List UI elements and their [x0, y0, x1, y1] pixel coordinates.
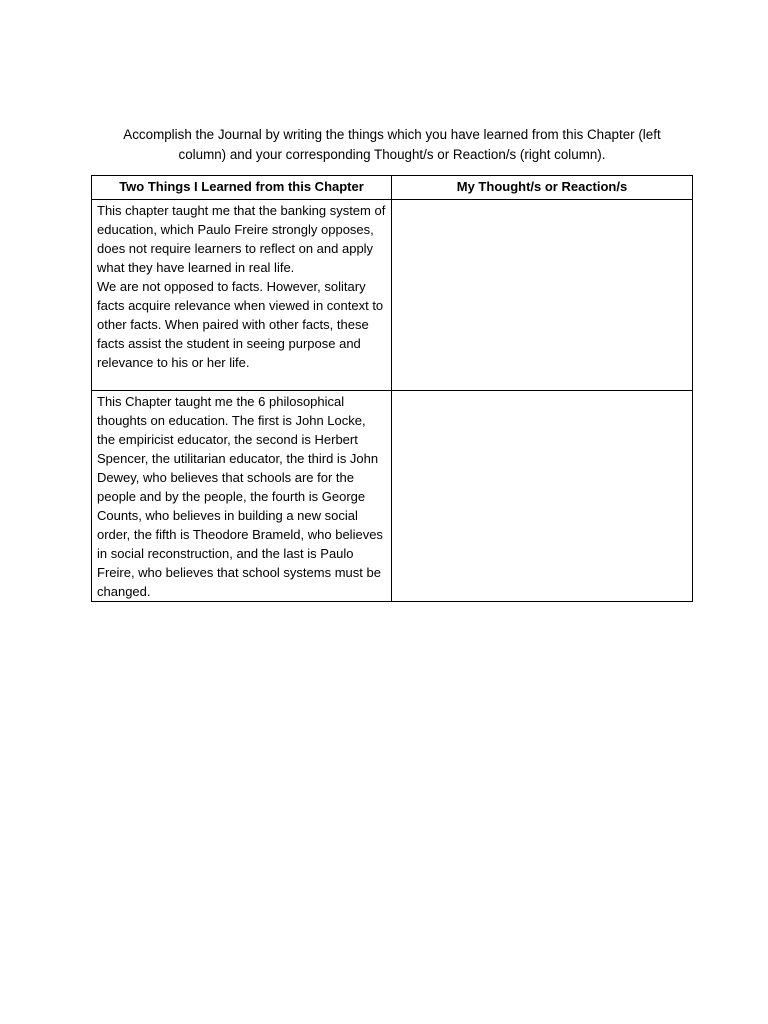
table-header-row [92, 176, 693, 200]
learned-paragraph: This chapter taught me that the banking system of education, which Paulo Freire strongly opposes, does not require learners to reflect on and apply what they have learned in real life. [97, 203, 386, 275]
table-row [92, 391, 693, 602]
journal-instructions [92, 125, 692, 165]
learned-paragraph: We are not opposed to facts. However, solitary facts acquire relevance when viewed in context to other facts. When paired with other facts, these facts assist the student in seeing purpose and relevance to his or her life. [97, 279, 384, 370]
header-thoughts-reactions: My Thought/s or Reaction/s [392, 176, 693, 200]
journal-table [91, 175, 693, 602]
learned-paragraph: This Chapter taught me the 6 philosophical thoughts on education. The first is John Locke, the empiricist educator, the second is Herbert Spencer, the utilitarian educator, the third is John Dewey, who believes that schools are for the people and by the people, the fourth is George Counts, who believes in building a new social order, the fifth is Theodore Brameld, who believes in social reconstruction, and the last is Paulo Freire, who believes that school systems must be changed. [97, 394, 383, 599]
instructions-line-2: column) and your corresponding Thought/s or Reaction/s (right column). [178, 147, 606, 162]
reaction-cell [392, 200, 693, 391]
learned-cell [92, 391, 392, 602]
reaction-cell [392, 391, 693, 602]
table-row [92, 200, 693, 391]
learned-cell [92, 200, 392, 391]
instructions-line-1: Accomplish the Journal by writing the things which you have learned from this Chapter (left [123, 127, 661, 142]
header-things-learned: Two Things I Learned from this Chapter [92, 176, 392, 200]
